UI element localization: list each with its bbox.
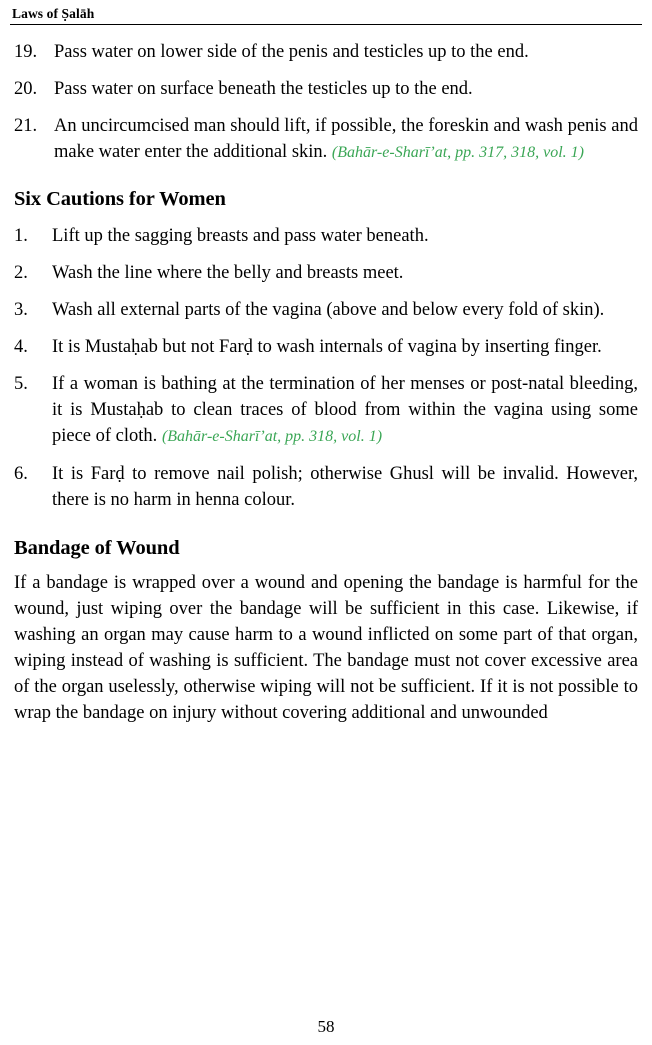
list-item-text [52,297,638,323]
list-item-number: 6. [14,464,28,484]
page-content [10,39,642,726]
list-item [14,260,638,286]
list-item-text [52,461,638,513]
list-item [14,461,638,513]
list-item-text [52,371,638,450]
women-cautions-list [14,223,638,513]
list-item [14,76,638,102]
list-item-number: 20. [14,79,38,99]
list-item-number: 5. [14,374,28,394]
list-item-body: Wash the line where the belly and breasts meet. [52,263,404,283]
running-header: Laws of Ṣalāh [12,6,95,21]
list-item-body: It is Farḍ to remove nail polish; otherwise Ghusl will be invalid. However, there is no harm in henna colour. [52,464,638,510]
list-item-text [52,260,638,286]
bandage-paragraph: If a bandage is wrapped over a wound and opening the bandage is harmful for the wound, just wiping over the bandage will be sufficient in this case. Likewise, if washing an organ may cause harm to a wound inflicted on some part of that organ, wiping instead of washing is sufficient. The bandage must not cover excessive area of the organ uselessly, otherwise wiping will not be sufficient. If it is not possible to wrap the bandage on injury without covering additional and unwounded [14,573,638,723]
page-number: 58 [317,1017,335,1036]
list-item [14,334,638,360]
section-heading-women: Six Cautions for Women [14,188,226,210]
list-item [14,39,638,65]
list-item [14,223,638,249]
list-item-text [54,39,638,65]
list-item-number: 21. [14,116,38,136]
header-divider [10,24,642,25]
list-item-body: Wash all external parts of the vagina (above and below every fold of skin). [52,300,605,320]
list-item-text [54,113,638,166]
list-item-body: If a woman is bathing at the termination of her menses or post-natal bleeding, it is Mustaḥab to clean traces of blood from within the vagina using some piece of cloth. [52,374,638,446]
list-item [14,113,638,166]
list-item-body: An uncircumcised man should lift, if possible, the foreskin and wash penis and make water enter the additional skin. [54,116,638,162]
list-item-number: 2. [14,263,28,283]
list-item-number: 4. [14,337,28,357]
list-item-body: It is Mustaḥab but not Farḍ to wash internals of vagina by inserting finger. [52,337,602,357]
list-item-body: Pass water on surface beneath the testicles up to the end. [54,79,473,99]
citation-reference: (Bahār-e-Sharī’at, pp. 317, 318, vol. 1) [331,144,585,161]
list-item-text [52,334,638,360]
list-item-number: 19. [14,42,38,62]
list-item [14,297,638,323]
list-item [14,371,638,450]
list-item-body: Lift up the sagging breasts and pass water beneath. [52,226,429,246]
list-item-body: Pass water on lower side of the penis and testicles up to the end. [54,42,529,62]
section-heading-bandage: Bandage of Wound [14,537,180,559]
citation-reference: (Bahār-e-Sharī’at, pp. 318, vol. 1) [161,428,383,445]
list-item-number: 1. [14,226,28,246]
list-item-number: 3. [14,300,28,320]
list-item-text [54,76,638,102]
list-item-text [52,223,638,249]
